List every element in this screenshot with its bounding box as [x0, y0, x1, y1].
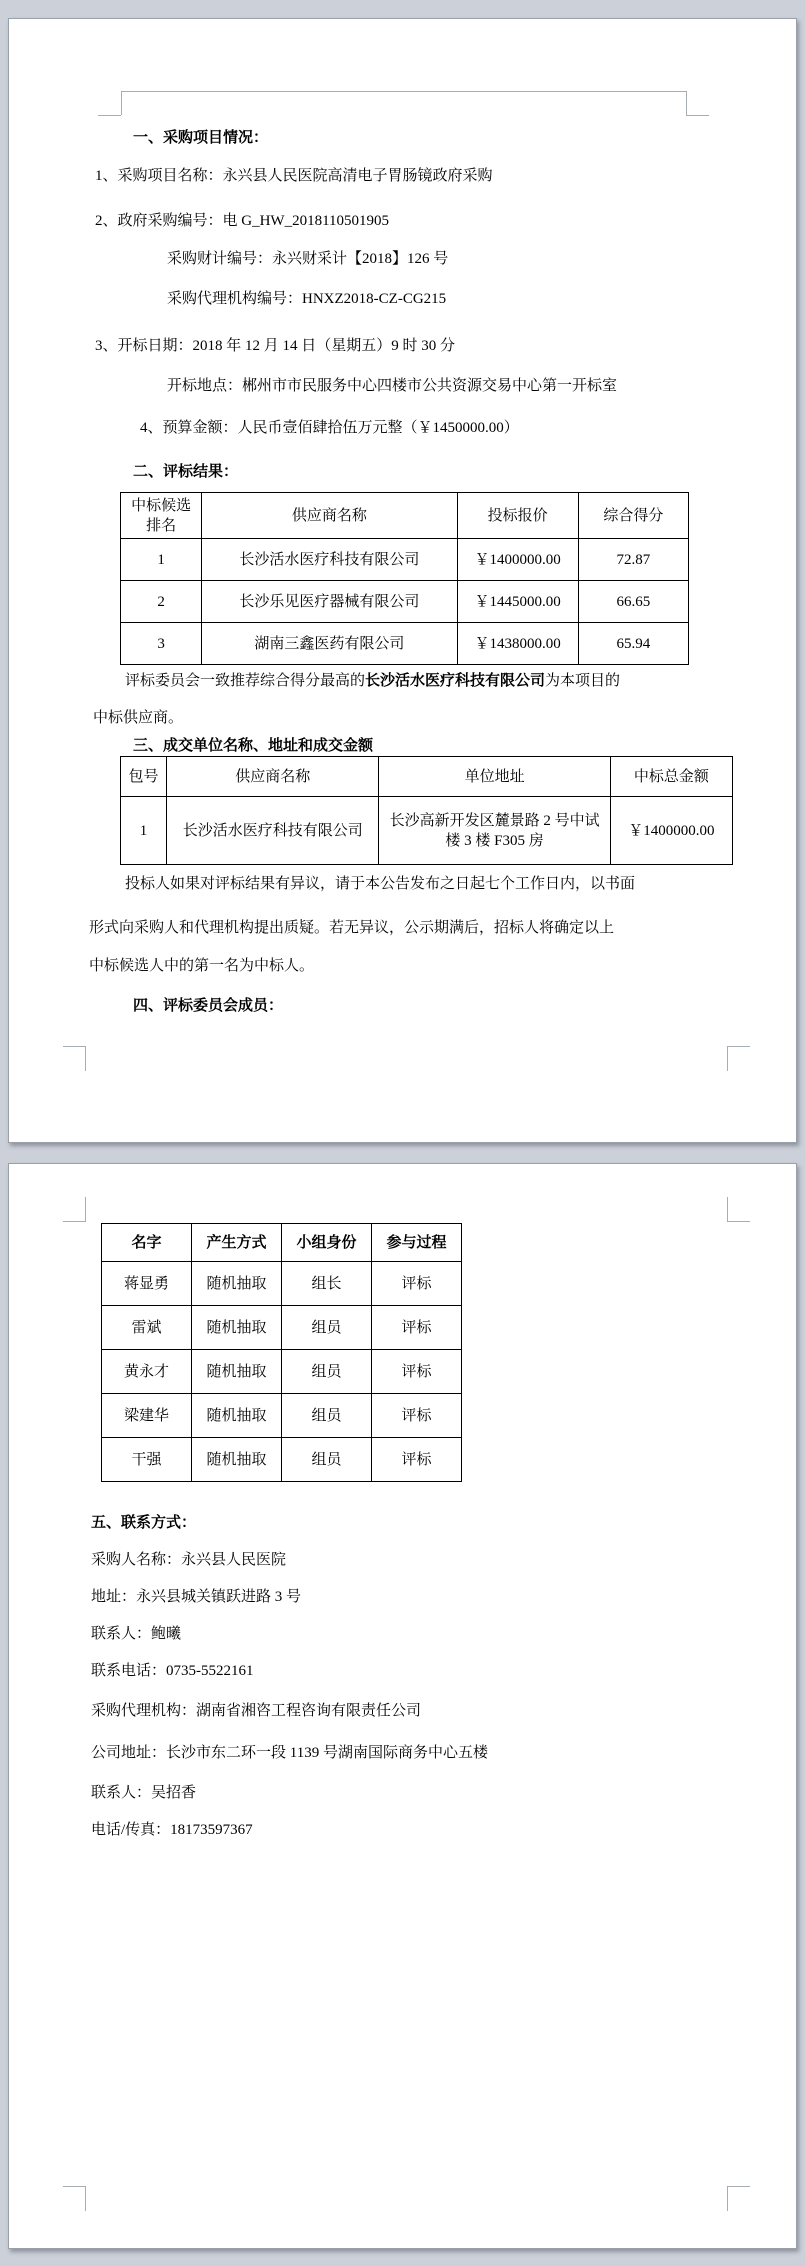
top-left-margin-tail	[98, 115, 121, 116]
crop-mark-top-right	[727, 1197, 750, 1222]
section2-heading: 二、评标结果：	[133, 464, 239, 480]
header-price: 投标报价	[457, 493, 578, 539]
member-name-cell: 雷斌	[102, 1306, 192, 1350]
member-name-cell: 黄永才	[102, 1350, 192, 1394]
crop-mark-top-left	[63, 1197, 86, 1222]
role-cell: 组员	[282, 1306, 372, 1350]
method-cell: 随机抽取	[192, 1350, 282, 1394]
method-cell: 随机抽取	[192, 1394, 282, 1438]
agency-name-line: 采购代理机构：湖南省湘咨工程咨询有限责任公司	[91, 1703, 422, 1719]
header-name: 名字	[102, 1224, 192, 1262]
table-row	[121, 581, 689, 623]
role-cell: 组长	[282, 1262, 372, 1306]
remark-line2: 中标供应商。	[93, 710, 184, 726]
purchaser-contact-line: 联系人：鲍曦	[91, 1626, 182, 1642]
table-row	[121, 539, 689, 581]
section4-heading: 四、评标委员会成员：	[133, 998, 284, 1014]
header-supplier: 供应商名称	[167, 757, 379, 797]
header-process: 参与过程	[372, 1224, 462, 1262]
purchaser-phone-line: 联系电话：0735-5522161	[91, 1663, 254, 1679]
role-cell: 组员	[282, 1350, 372, 1394]
table-row	[121, 623, 689, 665]
rank-cell: 2	[121, 581, 202, 623]
header-method: 产生方式	[192, 1224, 282, 1262]
objection-note-line2: 形式向采购人和代理机构提出质疑。若无异议，公示期满后，招标人将确定以上	[89, 920, 615, 936]
award-table	[120, 756, 733, 865]
score-cell: 65.94	[578, 623, 688, 665]
method-cell: 随机抽取	[192, 1438, 282, 1482]
header-score: 综合得分	[578, 493, 688, 539]
member-name-cell: 蒋显勇	[102, 1262, 192, 1306]
price-cell: ￥1438000.00	[457, 623, 578, 665]
agency-contact-line: 联系人：吴招香	[91, 1785, 197, 1801]
header-supplier: 供应商名称	[202, 493, 457, 539]
top-left-margin-leg	[121, 91, 122, 115]
price-cell: ￥1400000.00	[457, 539, 578, 581]
agency-phone-line: 电话/传真：18173597367	[91, 1822, 253, 1838]
table-row	[102, 1262, 462, 1306]
remark-prefix: 评标委员会一致推荐综合得分最高的	[125, 673, 366, 689]
purchaser-address-line: 地址：永兴县城关镇跃进路 3 号	[91, 1589, 302, 1605]
header-amount: 中标总金额	[610, 757, 732, 797]
committee-table	[101, 1223, 462, 1482]
section5-heading: 五、联系方式：	[91, 1515, 197, 1531]
table-header-row	[121, 757, 733, 797]
member-name-cell: 梁建华	[102, 1394, 192, 1438]
agency-no-line: 采购代理机构编号：HNXZ2018-CZ-CG215	[167, 291, 447, 307]
table-header-row	[102, 1224, 462, 1262]
amount-cell: ￥1400000.00	[610, 797, 732, 865]
process-cell: 评标	[372, 1262, 462, 1306]
table-row	[102, 1438, 462, 1482]
role-cell: 组员	[282, 1438, 372, 1482]
procurement-no-line: 2、政府采购编号：电 G_HW_2018110501905	[95, 213, 390, 229]
purchaser-name-line: 采购人名称：永兴县人民医院	[91, 1552, 287, 1568]
top-margin-line	[121, 91, 686, 92]
table-header-row	[121, 493, 689, 539]
remark-winner-name: 长沙活水医疗科技有限公司	[365, 673, 546, 689]
member-name-cell: 干强	[102, 1438, 192, 1482]
method-cell: 随机抽取	[192, 1262, 282, 1306]
supplier-cell: 长沙活水医疗科技有限公司	[202, 539, 457, 581]
budget-line: 4、预算金额：人民币壹佰肆拾伍万元整（￥1450000.00）	[140, 420, 519, 436]
top-right-margin-leg	[686, 91, 687, 115]
agency-address-line: 公司地址：长沙市东二环一段 1139 号湖南国际商务中心五楼	[91, 1745, 488, 1761]
document-page-1	[8, 18, 797, 1143]
header-package: 包号	[121, 757, 167, 797]
section3-heading: 三、成交单位名称、地址和成交金额	[133, 738, 374, 754]
score-cell: 72.87	[578, 539, 688, 581]
header-role: 小组身份	[282, 1224, 372, 1262]
section1-heading: 一、采购项目情况：	[133, 130, 269, 146]
table-row	[102, 1350, 462, 1394]
header-rank: 中标候选排名	[121, 493, 202, 539]
objection-note-line1: 投标人如果对评标结果有异议，请于本公告发布之日起七个工作日内，以书面	[125, 876, 636, 892]
process-cell: 评标	[372, 1394, 462, 1438]
address-cell: 长沙高新开发区麓景路 2 号中试楼 3 楼 F305 房	[379, 797, 610, 865]
rank-cell: 1	[121, 539, 202, 581]
evaluation-result-table	[120, 492, 689, 665]
table-row	[121, 797, 733, 865]
rank-cell: 3	[121, 623, 202, 665]
crop-mark-bottom-left	[63, 1046, 86, 1071]
remark-line1	[125, 671, 620, 691]
objection-note-line3: 中标候选人中的第一名为中标人。	[89, 958, 315, 974]
table-row	[102, 1306, 462, 1350]
supplier-cell: 长沙乐见医疗器械有限公司	[202, 581, 457, 623]
crop-mark-bottom-left	[63, 2186, 86, 2211]
role-cell: 组员	[282, 1394, 372, 1438]
price-cell: ￥1445000.00	[457, 581, 578, 623]
top-right-margin-tail	[686, 115, 709, 116]
bid-place-line: 开标地点：郴州市市民服务中心四楼市公共资源交易中心第一开标室	[167, 378, 618, 394]
crop-mark-bottom-right	[727, 1046, 750, 1071]
process-cell: 评标	[372, 1306, 462, 1350]
document-page-2	[8, 1163, 797, 2249]
supplier-cell: 湖南三鑫医药有限公司	[202, 623, 457, 665]
bid-date-line: 3、开标日期：2018 年 12 月 14 日（星期五）9 时 30 分	[95, 338, 456, 354]
remark-suffix: 为本项目的	[545, 673, 621, 689]
process-cell: 评标	[372, 1438, 462, 1482]
finance-no-line: 采购财计编号：永兴财采计【2018】126 号	[167, 251, 449, 267]
crop-mark-bottom-right	[727, 2186, 750, 2211]
process-cell: 评标	[372, 1350, 462, 1394]
supplier-cell: 长沙活水医疗科技有限公司	[167, 797, 379, 865]
method-cell: 随机抽取	[192, 1306, 282, 1350]
table-row	[102, 1394, 462, 1438]
score-cell: 66.65	[578, 581, 688, 623]
header-address: 单位地址	[379, 757, 610, 797]
package-cell: 1	[121, 797, 167, 865]
project-name-line: 1、采购项目名称：永兴县人民医院高清电子胃肠镜政府采购	[95, 168, 493, 184]
